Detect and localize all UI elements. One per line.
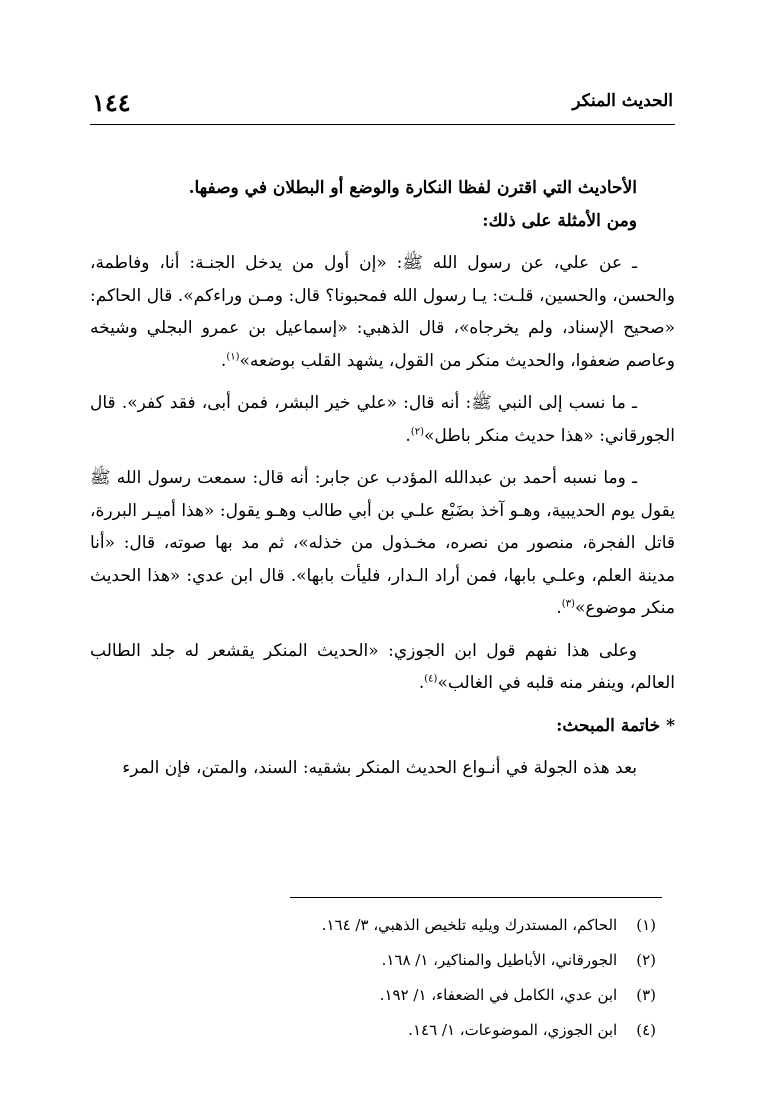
footnotes — [90, 908, 670, 1048]
footnote-separator — [290, 897, 662, 898]
example-1 — [90, 247, 675, 377]
closing-paragraph: بعد هذه الجولة في أنـواع الحديث المنكر بشقيه: السند، والمتن، فإن المرء — [122, 758, 637, 778]
intro-line: الأحاديث التي اقترن لفظا النكارة والوضع أو البطلان في وصفها. — [188, 178, 637, 198]
main-text — [90, 172, 675, 785]
footnote-text: ابن عدي، الكامل في الضعفاء، ١/ ١٩٢. — [379, 986, 618, 1004]
page-header — [90, 88, 675, 122]
examples-heading: ومن الأمثلة على ذلك: — [482, 210, 637, 231]
example-3 — [90, 462, 675, 625]
ibn-jawzi-quote-end: . — [418, 673, 425, 693]
page-number: ١٤٤ — [92, 88, 131, 117]
running-title: الحديث المنكر — [572, 91, 673, 111]
ibn-jawzi-quote — [90, 635, 675, 700]
footnote-ref-2[interactable]: (٢) — [410, 425, 424, 437]
section-title: * خاتمة المبحث: — [556, 715, 675, 736]
footnote-number: (٣) — [636, 986, 656, 1004]
example-3-text: ـ وما نسبه أحمد بن عبدالله المؤدب عن جابر: أنه قال: سمعت رسول الله ﷺ يقول يوم الحديبية، وهـو آخذ بضَبْع علـي بن أبي طالب وهـو يقول: «هذا أميـر البررة، قاتل الفجرة، منصور من نصره، مخـذول من خذله»، ثم مد بها صوته، قال: «أنا مدينة العلم، وعلـي بابها، فمن أراد الـدار، فليأت بابها». قال ابن عدي: «هذا الحديث منكر موضوع» — [90, 468, 675, 618]
ibn-jawzi-quote-text: وعلى هذا نفهم قول ابن الجوزي: «الحديث المنكر يقشعر له جلد الطالب العالم، وينفر منه قلبه في الغالب» — [90, 640, 675, 693]
footnote-item — [90, 1013, 670, 1048]
footnote-text: الجورقاني، الأباطيل والمناكير، ١/ ١٦٨. — [381, 951, 618, 969]
example-2-text: ـ ما نسب إلى النبي ﷺ: أنه قال: «علي خير البشر، فمن أبى، فقد كفر». قال الجورقاني: «هذا حديث منكر باطل» — [90, 393, 675, 446]
footnote-ref-4[interactable]: (٤) — [424, 673, 438, 685]
footnote-number: (٢) — [636, 951, 656, 969]
example-2 — [90, 387, 675, 452]
example-1-end: . — [220, 350, 227, 371]
footnote-number: (١) — [636, 916, 656, 934]
header-rule — [90, 124, 675, 125]
footnote-item — [90, 943, 670, 978]
footnote-item — [90, 978, 670, 1013]
footnote-item — [90, 908, 670, 943]
footnote-text: الحاكم، المستدرك ويليه تلخيص الذهبي، ٣/ ١٦٤. — [321, 916, 618, 934]
footnote-ref-3[interactable]: (٣) — [561, 598, 575, 610]
example-2-end: . — [405, 425, 411, 446]
example-3-end: . — [556, 598, 562, 618]
footnote-number: (٤) — [636, 1021, 656, 1039]
footnote-text: ابن الجوزي، الموضوعات، ١/ ١٤٦. — [408, 1021, 618, 1039]
example-1-text: ـ عن علي، عن رسول الله ﷺ: «إن أول من يدخل الجنـة: أنا، وفاطمة، والحسن، والحسين، قلـت: يـا رسول الله فمحبونا؟ قال: ومـن وراءكم». قال الحاكم: «صحيح الإسناد، ولم يخرجاه»، قال الذهبي: «إسماعيل بن عمرو البجلي وشيخه وعاصم ضعفوا، والحديث منكر من القول، يشهد القلب بوضعه» — [90, 253, 675, 371]
footnote-ref-1[interactable]: (١) — [226, 350, 240, 362]
